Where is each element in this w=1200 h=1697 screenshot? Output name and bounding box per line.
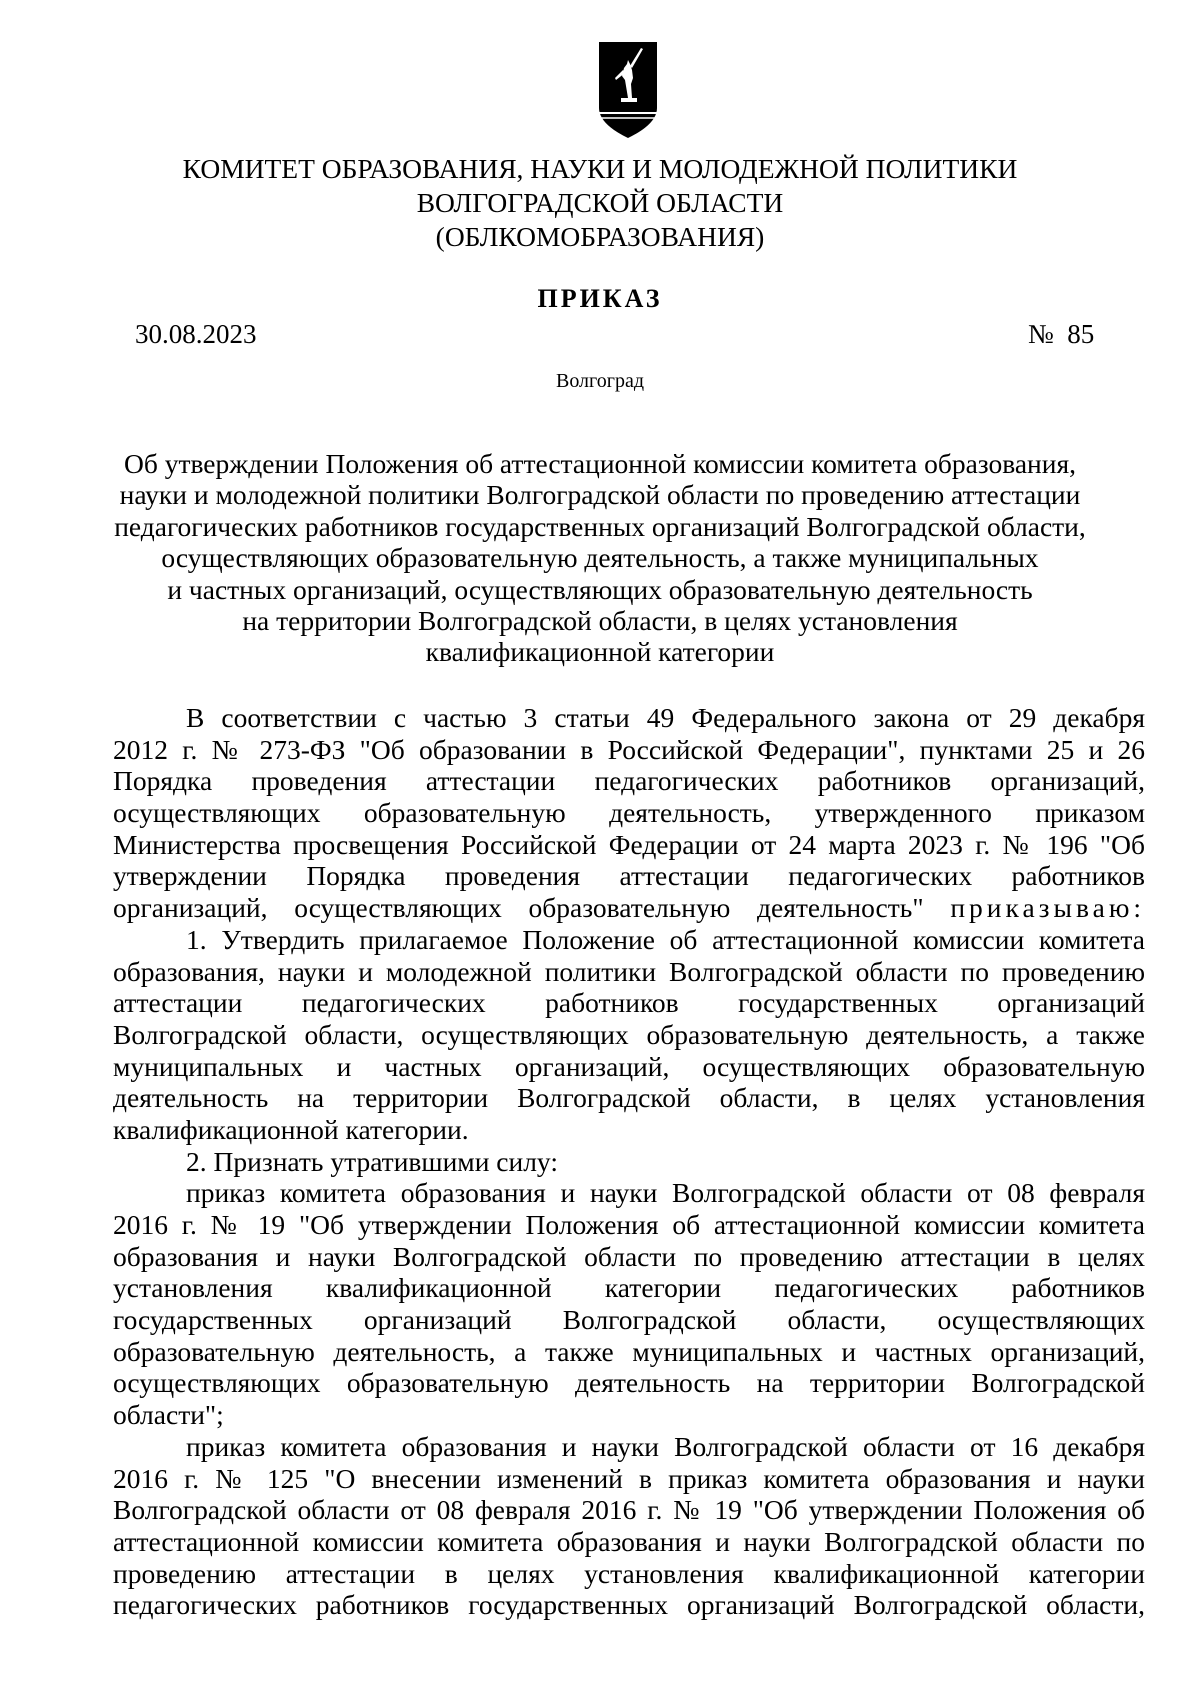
body-line: образования, науки и молодежной политики Волгоградской области по проведению	[113, 955, 1145, 987]
body-line: установления квалификационной категории педагогических работников	[113, 1272, 1145, 1304]
body-line: деятельность на территории Волгоградской области, в целях установления	[113, 1082, 1145, 1114]
body-line: утверждении Порядка проведения аттестации педагогических работников	[113, 860, 1145, 892]
body-line: 1. Утвердить прилагаемое Положение об аттестационной комиссии комитета	[186, 923, 1145, 955]
body-line: Волгоградской области от 08 февраля 2016 г. № 19 "Об утверждении Положения об	[113, 1494, 1145, 1526]
document-subject	[100, 448, 1100, 668]
subject-line: педагогических работников государственных организаций Волгоградской области,	[114, 510, 1086, 542]
document-body	[113, 702, 1145, 1621]
body-line	[113, 892, 1145, 924]
body-line: образования и науки Волгоградской области по проведению аттестации в целях	[113, 1240, 1145, 1272]
body-line: аттестации педагогических работников государственных организаций	[113, 987, 1145, 1019]
body-line: 2016 г. № 19 "Об утверждении Положения об аттестационной комиссии комитета	[113, 1209, 1145, 1240]
body-line: Министерства просвещения Российской Федерации от 24 марта 2023 г. № 196 "Об	[113, 828, 1145, 860]
body-line: 2. Признать утратившими силу:	[186, 1145, 558, 1177]
body-line: 2012 г. № 273-ФЗ "Об образовании в Российской Федерации", пунктами 25 и 26	[113, 733, 1145, 765]
body-line: приказ комитета образования и науки Волгоградской области от 08 февраля	[186, 1177, 1145, 1209]
document-city: Волгоград	[555, 370, 645, 392]
body-line: проведению аттестации в целях установления квалификационной категории	[113, 1557, 1145, 1589]
order-word: приказываю:	[950, 892, 1145, 924]
document-type: ПРИКАЗ	[537, 284, 663, 313]
org-line: КОМИТЕТ ОБРАЗОВАНИЯ, НАУКИ И МОЛОДЕЖНОЙ ПОЛИТИКИ	[182, 153, 1018, 184]
body-line: педагогических работников государственных организаций Волгоградской области,	[113, 1589, 1145, 1621]
subject-line: и частных организаций, осуществляющих образовательную деятельность	[167, 573, 1033, 605]
document-date: 30.08.2023	[135, 319, 257, 349]
body-line: Порядка проведения аттестации педагогических работников организаций,	[113, 765, 1145, 797]
volgograd-coat-of-arms-icon	[597, 40, 659, 140]
body-line: В соответствии с частью 3 статьи 49 Федерального закона от 29 декабря	[186, 702, 1145, 733]
body-line: приказ комитета образования и науки Волгоградской области от 16 декабря	[186, 1430, 1145, 1462]
body-line-text: организаций, осуществляющих образовательную деятельность"	[113, 892, 924, 924]
organization-name	[100, 152, 1100, 254]
subject-line: осуществляющих образовательную деятельность, а также муниципальных	[161, 542, 1039, 574]
body-line: 2016 г. № 125 "О внесении изменений в приказ комитета образования и науки	[113, 1462, 1145, 1494]
body-line: Волгоградской области, осуществляющих образовательную деятельность, а также	[113, 1018, 1145, 1050]
subject-line: на территории Волгоградской области, в целях установления	[242, 605, 958, 637]
body-line: образовательную деятельность, а также муниципальных и частных организаций,	[113, 1335, 1145, 1367]
body-line: области";	[113, 1399, 224, 1431]
body-line: осуществляющих образовательную деятельность, утвержденного приказом	[113, 797, 1145, 829]
org-line: ВОЛГОГРАДСКОЙ ОБЛАСТИ	[416, 187, 784, 218]
body-line: муниципальных и частных организаций, осуществляющих образовательную	[113, 1050, 1145, 1082]
subject-line: Об утверждении Положения об аттестационной комиссии комитета образования,	[123, 448, 1077, 479]
subject-line: квалификационной категории	[425, 636, 775, 668]
body-line: осуществляющих образовательную деятельность на территории Волгоградской	[113, 1367, 1145, 1399]
body-line: аттестационной комиссии комитета образования и науки Волгоградской области по	[113, 1525, 1145, 1557]
body-line: квалификационной категории.	[113, 1113, 469, 1145]
body-line: государственных организаций Волгоградской области, осуществляющих	[113, 1304, 1145, 1336]
document-number: № 85	[1028, 319, 1095, 349]
org-line: (ОБЛКОМОБРАЗОВАНИЯ)	[435, 221, 765, 252]
subject-line: науки и молодежной политики Волгоградской области по проведению аттестации	[119, 479, 1081, 511]
